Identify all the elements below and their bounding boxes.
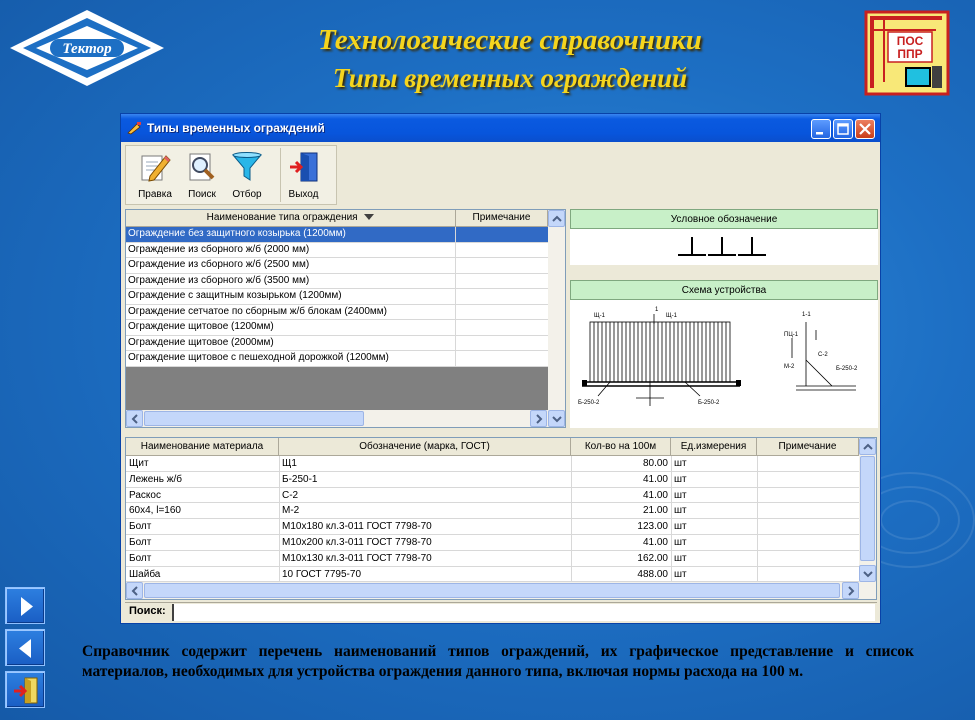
search-button[interactable]: [182, 148, 222, 202]
scroll-thumb[interactable]: [860, 456, 875, 561]
search-label: Поиск:: [129, 605, 166, 617]
fence-row[interactable]: Ограждение щитовое (2000мм): [126, 336, 548, 352]
symbol-panel-header: Условное обозначение: [570, 209, 878, 229]
material-row[interactable]: Лежень ж/б Б-250-1 41.00 шт: [126, 472, 859, 488]
material-row[interactable]: 60х4, l=160 М-2 21.00 шт: [126, 503, 859, 519]
pencil-icon: [138, 150, 172, 184]
fence-row[interactable]: Ограждение сетчатое по сборным ж/б блокам (2400мм): [126, 305, 548, 321]
play-right-icon: [6, 588, 46, 625]
column-header-unit[interactable]: Ед.измерения: [671, 438, 757, 456]
fence-scheme-drawing: [570, 300, 878, 428]
scheme-panel: [570, 300, 878, 428]
magnifier-icon: [185, 150, 219, 184]
next-slide-button[interactable]: [5, 587, 45, 624]
arrow-left-icon: [130, 586, 140, 596]
column-header-material-note[interactable]: Примечание: [757, 438, 859, 456]
edit-button[interactable]: [132, 148, 178, 202]
funnel-icon: [230, 150, 264, 184]
maximize-button[interactable]: [833, 119, 853, 139]
title-bar[interactable]: [121, 114, 880, 142]
arrow-right-icon: [846, 586, 856, 596]
arrow-down-icon: [552, 414, 562, 424]
materials-table-header: [126, 438, 859, 456]
scroll-thumb[interactable]: [144, 411, 364, 426]
pos-ppr-logo: [866, 12, 948, 94]
scroll-right-button[interactable]: [842, 582, 859, 599]
fence-row[interactable]: Ограждение щитовое с пешеходной дорожкой (1200мм): [126, 351, 548, 367]
maximize-icon: [834, 120, 852, 138]
svg-text:ПОС: ПОС: [896, 34, 924, 48]
column-header-fence-note[interactable]: Примечание: [456, 210, 548, 227]
exit-button[interactable]: [280, 148, 326, 202]
materials-vertical-scrollbar[interactable]: [859, 438, 876, 582]
fence-symbol-drawing: [570, 229, 878, 265]
material-row[interactable]: Шайба 10 ГОСТ 7795-70 488.00 шт: [126, 567, 859, 583]
arrow-left-icon: [130, 414, 140, 424]
fence-horizontal-scrollbar[interactable]: [126, 410, 565, 427]
svg-text:Б-250-2: Б-250-2: [836, 366, 858, 372]
svg-text:1-1: 1-1: [802, 312, 811, 318]
fence-row[interactable]: Ограждение с защитным козырьком (1200мм): [126, 289, 548, 305]
exit-button-label: Выход: [288, 189, 319, 200]
svg-text:Б-250-2: Б-250-2: [578, 400, 600, 406]
scroll-down-button[interactable]: [859, 565, 876, 582]
filter-button-label: Отбор: [232, 189, 262, 200]
fence-types-table: [125, 209, 566, 428]
fence-row[interactable]: Ограждение без защитного козырька (1200мм): [126, 227, 548, 243]
material-row[interactable]: Щит Щ1 80.00 шт: [126, 456, 859, 472]
scroll-right-button[interactable]: [530, 410, 547, 427]
window-title: Типы временных ограждений: [147, 121, 325, 135]
play-left-icon: [6, 630, 46, 667]
material-row[interactable]: Болт М10х130 кл.3-011 ГОСТ 7798-70 162.00 шт: [126, 551, 859, 567]
scroll-up-button[interactable]: [859, 438, 876, 455]
svg-text:Б-250-2: Б-250-2: [698, 400, 720, 406]
page-title: Технологические справочники: [318, 24, 702, 56]
column-header-quantity[interactable]: Кол-во на 100м: [571, 438, 671, 456]
svg-text:С-2: С-2: [818, 352, 828, 358]
arrow-up-icon: [863, 442, 873, 452]
scroll-thumb[interactable]: [144, 583, 840, 598]
exit-door-icon: [6, 672, 46, 709]
sort-down-icon: [364, 213, 374, 221]
svg-text:ППР: ППР: [897, 47, 923, 61]
svg-text:ПЦ-1: ПЦ-1: [784, 332, 799, 338]
app-icon: [127, 121, 143, 135]
status-bar: [125, 602, 877, 621]
svg-text:Тектор: Тектор: [62, 41, 112, 57]
arrow-up-icon: [552, 214, 562, 224]
exit-door-icon: [287, 150, 321, 184]
arrow-down-icon: [863, 569, 873, 579]
svg-text:М-2: М-2: [784, 364, 795, 370]
svg-text:Щ-1: Щ-1: [666, 313, 677, 319]
material-row[interactable]: Болт М10х200 кл.3-011 ГОСТ 7798-70 41.00 шт: [126, 535, 859, 551]
fence-row[interactable]: Ограждение из сборного ж/б (2000 мм): [126, 243, 548, 259]
symbol-panel: [570, 229, 878, 265]
svg-text:1: 1: [655, 307, 659, 313]
scroll-left-button[interactable]: [126, 582, 143, 599]
toolbar: [125, 145, 337, 205]
fence-table-header: [126, 210, 548, 227]
materials-table: [125, 437, 877, 600]
column-header-material-code[interactable]: Обозначение (марка, ГОСТ): [279, 438, 571, 456]
scroll-down-button[interactable]: [548, 410, 565, 427]
scroll-up-button[interactable]: [548, 210, 565, 227]
close-button[interactable]: [855, 119, 875, 139]
minimize-button[interactable]: [811, 119, 831, 139]
fence-row[interactable]: Ограждение из сборного ж/б (3500 мм): [126, 274, 548, 290]
fence-row[interactable]: Ограждение из сборного ж/б (2500 мм): [126, 258, 548, 274]
search-button-label: Поиск: [188, 189, 216, 200]
materials-horizontal-scrollbar[interactable]: [126, 582, 876, 599]
fence-rows: [126, 227, 548, 367]
material-row[interactable]: Раскос С-2 41.00 шт: [126, 488, 859, 504]
svg-text:Щ-1: Щ-1: [594, 313, 605, 319]
tektor-logo: [6, 8, 168, 88]
material-row[interactable]: Болт М10х180 кл.3-011 ГОСТ 7798-70 123.00 шт: [126, 519, 859, 535]
edit-button-label: Правка: [138, 189, 172, 200]
filter-button[interactable]: [226, 148, 268, 202]
fence-types-window: [120, 113, 881, 624]
fence-vertical-scrollbar[interactable]: [548, 210, 565, 410]
exit-slide-button[interactable]: [5, 671, 45, 708]
arrow-right-icon: [534, 414, 544, 424]
search-input[interactable]: [172, 604, 875, 621]
close-icon: [856, 120, 874, 138]
previous-slide-button[interactable]: [5, 629, 45, 666]
slide-description: Справочник содержит перечень наименований типов ограждений, их графическое представление и список материалов, необходимых для устройства ограждения данного типа, включая нормы расхода на 100 м.: [82, 643, 914, 680]
column-header-material-name[interactable]: Наименование материала: [126, 438, 279, 456]
scheme-panel-header: Схема устройства: [570, 280, 878, 300]
scroll-left-button[interactable]: [126, 410, 143, 427]
fence-row[interactable]: Ограждение щитовое (1200мм): [126, 320, 548, 336]
page-subtitle: Типы временных ограждений: [332, 63, 688, 93]
materials-rows: [126, 456, 859, 581]
column-header-fence-name[interactable]: Наименование типа ограждения: [126, 210, 456, 227]
minimize-icon: [812, 120, 830, 138]
